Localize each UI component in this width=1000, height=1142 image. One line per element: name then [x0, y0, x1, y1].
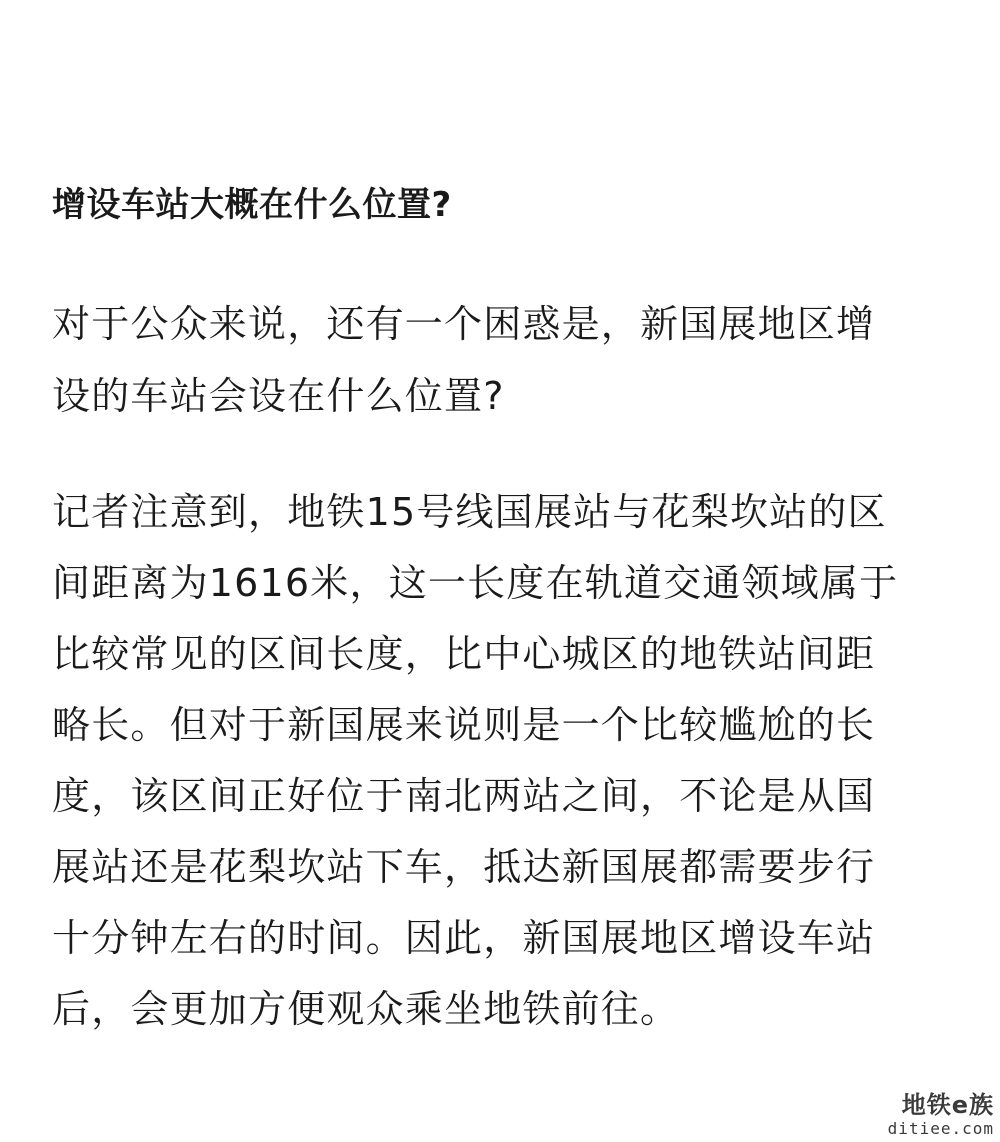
paragraph-line: 记者注意到，地铁15号线国展站与花梨坎站的区 — [52, 490, 887, 534]
paragraph-line: 间距离为1616米，这一长度在轨道交通领域属于 — [52, 561, 899, 605]
paragraph-line: 后，会更加方便观众乘坐地铁前往。 — [52, 987, 680, 1031]
watermark — [888, 1090, 994, 1138]
paragraph-line: 十分钟左右的时间。因此，新国展地区增设车站 — [52, 916, 876, 960]
paragraph-line: 设的车站会设在什么位置? — [52, 374, 505, 418]
paragraph-line: 度，该区间正好位于南北两站之间，不论是从国 — [52, 774, 876, 818]
watermark-url: ditiee.com — [887, 1119, 994, 1138]
paragraph-line: 展站还是花梨坎站下车，抵达新国展都需要步行 — [52, 845, 876, 889]
paragraph-line: 对于公众来说，还有一个困惑是，新国展地区增 — [52, 302, 876, 346]
watermark-name: 地铁e族 — [901, 1091, 994, 1119]
paragraph-line: 略长。但对于新国展来说则是一个比较尴尬的长 — [52, 703, 876, 747]
paragraph-line: 比较常见的区间长度，比中心城区的地铁站间距 — [52, 632, 876, 676]
section-heading: 增设车站大概在什么位置? — [52, 185, 452, 225]
